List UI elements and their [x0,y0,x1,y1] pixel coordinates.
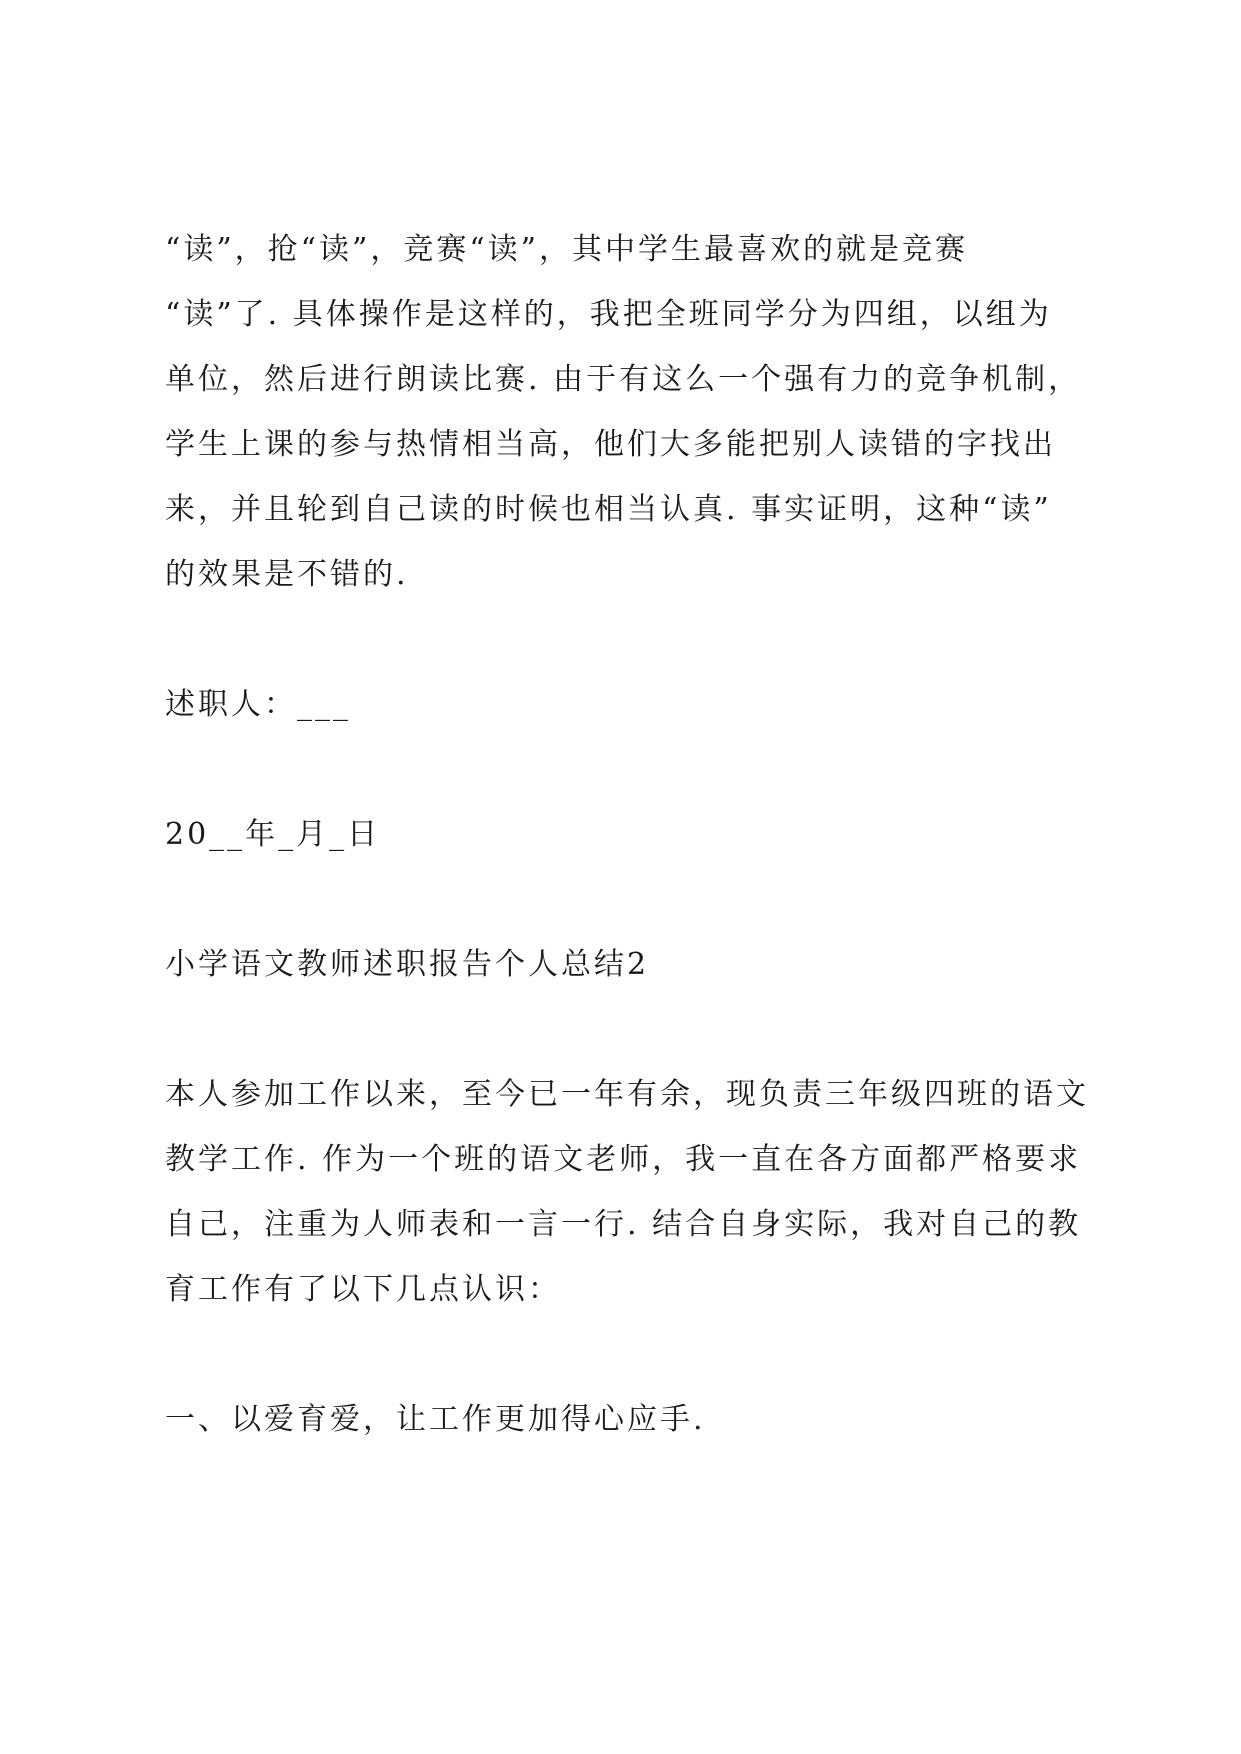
paragraph-line: 学生上课的参与热情相当高，他们大多能把别人读错的字找出 [165,427,1056,462]
section-heading: 一、以爱育爱，让工作更加得心应手. [165,1402,706,1437]
signature-label: 述职人：___ [165,687,351,722]
paragraph-line: “读”，抢“读”，竞赛“读”，其中学生最喜欢的就是竞赛 [165,232,969,267]
date-line: 20__年_月_日 [165,817,381,852]
paragraph-line: 单位，然后进行朗读比赛. 由于有这么一个强有力的竞争机制， [165,362,1082,397]
section-title: 小学语文教师述职报告个人总结2 [165,947,650,982]
paragraph-line: 的效果是不错的. [165,557,409,592]
paragraph-line: 自己，注重为人师表和一言一行. 结合自身实际，我对自己的教 [165,1207,1082,1242]
paragraph-line: 育工作有了以下几点认识： [165,1272,561,1307]
paragraph-line: 来，并且轮到自己读的时候也相当认真. 事实证明，这种“读” [165,492,1052,527]
paragraph-line: 本人参加工作以来，至今已一年有余，现负责三年级四班的语文 [165,1077,1089,1112]
paragraph-line: “读”了. 具体操作是这样的，我把全班同学分为四组，以组为 [165,297,1052,332]
paragraph-line: 教学工作. 作为一个班的语文老师，我一直在各方面都严格要求 [165,1142,1082,1177]
